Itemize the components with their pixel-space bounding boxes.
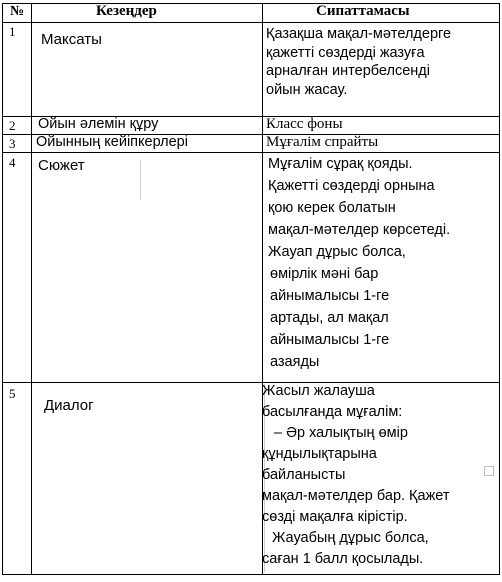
table-border-left <box>2 3 3 575</box>
description-line: өмірлік мәні бар <box>270 266 379 282</box>
description-line: саған 1 балл қосылады. <box>262 551 424 567</box>
description-line: арналған интербелсенді <box>266 63 430 79</box>
description-cell <box>268 153 450 373</box>
description-line: айнымалысы 1-ге <box>270 332 390 348</box>
stage-cell: Ойын әлемін құру <box>38 116 159 132</box>
description-line: айнымалысы 1-ге <box>270 288 390 304</box>
row-number: 2 <box>9 118 16 133</box>
description-cell: Класс фоны <box>266 116 343 132</box>
scan-artifact <box>140 160 141 200</box>
description-line: Жасыл жалауша <box>262 383 375 399</box>
description-line: басылғанда мұғалім: <box>262 404 403 420</box>
description-cell: Мұғалім спрайты <box>266 134 379 150</box>
table-border-right <box>499 3 500 575</box>
description-line: байланысты <box>262 467 346 483</box>
description-line: Жауап дұрыс болса, <box>268 244 406 260</box>
description-line: ойын жасау. <box>266 81 348 98</box>
col-number-divider <box>31 3 32 575</box>
table-border-bottom <box>2 574 500 575</box>
row-number: 3 <box>9 136 16 151</box>
description-line: Қажетті сөздерді орнына <box>268 178 435 194</box>
header-row-border <box>2 22 500 23</box>
checkbox-icon <box>484 466 494 476</box>
row-number: 5 <box>9 386 16 401</box>
description-line: қою керек болатын <box>268 200 396 216</box>
description-line: мақал-мәтелдер бар. Қажет <box>262 488 450 504</box>
stage-cell: Ойынның кейіпкерлері <box>36 134 188 150</box>
header-stages: Кезеңдер <box>96 3 157 19</box>
description-line: құндылықтарына <box>262 446 377 462</box>
description-line: азаяды <box>270 354 320 370</box>
stage-cell: Максаты <box>41 31 102 48</box>
row-number: 4 <box>9 155 16 170</box>
description-line: артады, ал мақал <box>270 310 389 326</box>
description-cell <box>266 25 451 99</box>
description-line: Мұғалім сұрақ қояды. <box>268 156 413 172</box>
description-line: – Әр халықтың өмір <box>274 425 408 441</box>
stage-cell: Сюжет <box>38 157 85 174</box>
description-line: қажетті сөздерді жазуға <box>266 44 425 61</box>
header-description: Сипаттамасы <box>316 3 410 19</box>
row-number: 1 <box>9 24 16 39</box>
header-number: № <box>10 4 25 19</box>
description-line: Жауабың дұрыс болса, <box>272 530 429 546</box>
description-line: мақал-мәтелдер көрсетеді. <box>268 222 451 238</box>
description-line: Қазақша мақал-мәтелдерге <box>266 26 452 42</box>
stage-cell: Диалог <box>44 397 94 414</box>
table-border-top <box>2 3 500 4</box>
description-line: сөзді мақалға кірістір. <box>262 509 408 525</box>
description-cell <box>262 381 450 570</box>
